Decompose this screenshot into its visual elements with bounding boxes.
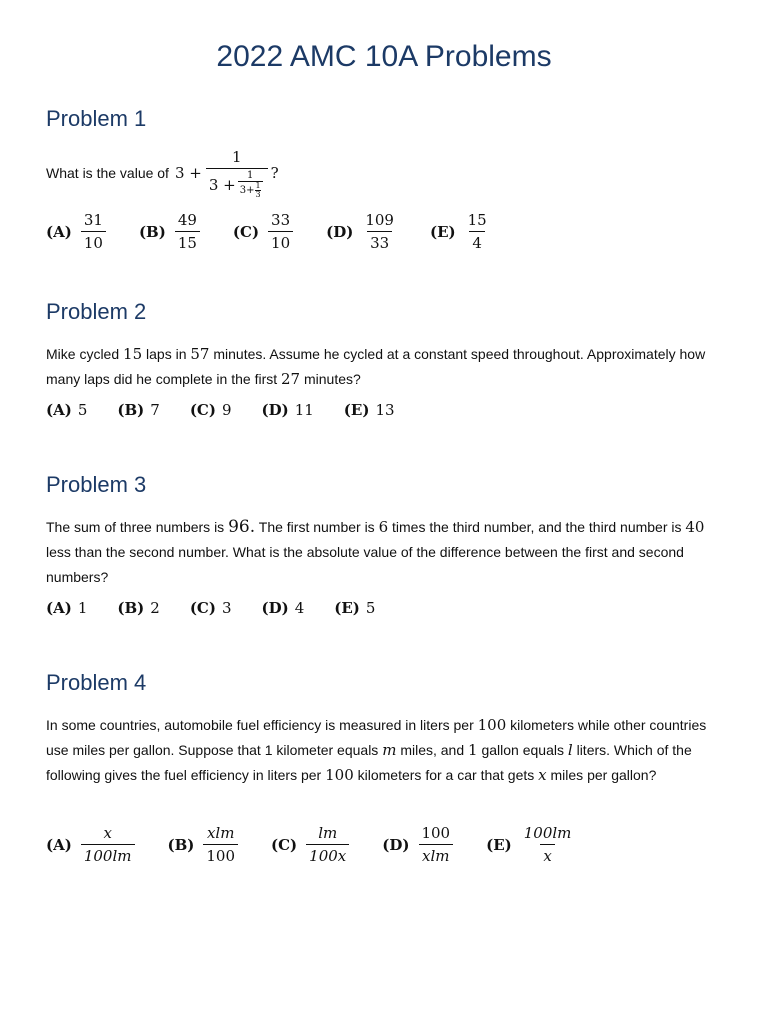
expr-lead: 3 + — [174, 163, 202, 182]
math-variable: l — [567, 741, 573, 759]
choice-numerator: 31 — [83, 211, 103, 229]
choice-value: 2 — [150, 599, 160, 617]
choice-denominator: 33 — [367, 231, 392, 253]
expr-inner-fraction — [238, 170, 263, 199]
choice-letter: (D) — [261, 401, 289, 419]
choice-denominator: x — [540, 844, 554, 866]
expr-inner-den-lead: 3+ — [239, 185, 255, 196]
problem-3-heading: Problem 3 — [46, 472, 147, 497]
choice-e[interactable] — [486, 823, 577, 866]
problem-text-part: minutes? — [300, 371, 361, 387]
choice-denominator: 4 — [469, 231, 485, 253]
choice-fraction — [465, 210, 490, 253]
expr-main-numerator: 1 — [231, 148, 242, 166]
choice-letter: (B) — [138, 222, 166, 241]
math-number: 40 — [685, 518, 705, 536]
expr-main-denominator — [206, 168, 268, 199]
choice-value: 7 — [150, 401, 160, 419]
choice-c[interactable] — [190, 599, 232, 617]
math-variable: m — [382, 741, 397, 759]
choice-fraction — [203, 823, 238, 866]
expr-main-fraction — [206, 147, 268, 199]
choice-letter: (E) — [334, 599, 360, 617]
choice-letter: (A) — [46, 835, 72, 854]
problem-text-part: less than the second number. What is the absolute value of the difference between the first and second numbers? — [46, 544, 684, 585]
problem-text-part: laps in — [142, 346, 191, 362]
choice-value: 5 — [365, 599, 376, 617]
choice-e[interactable] — [430, 210, 493, 253]
choice-value: 5 — [77, 401, 88, 419]
choice-b[interactable] — [117, 401, 159, 419]
problem-text-part: In some countries, automobile fuel efficiency is measured in liters per — [46, 717, 478, 733]
choice-d[interactable] — [326, 210, 400, 253]
expr-innermost-denominator: 3 — [255, 190, 261, 199]
problem-text-part: Mike cycled — [46, 346, 124, 362]
choice-fraction — [81, 210, 106, 253]
problem-1-heading: Problem 1 — [46, 106, 147, 131]
expr-den-lead: 3 + — [208, 175, 236, 194]
choice-value: 1 — [77, 599, 88, 617]
problem-text-part: times the third number, and the third number is — [388, 519, 686, 535]
problem-text-part: gallon equals — [477, 742, 568, 758]
problem-4-text — [46, 713, 721, 788]
choice-numerator: 33 — [271, 211, 291, 229]
problem-3-text — [46, 515, 721, 590]
choice-letter: (C) — [189, 401, 216, 419]
math-number: 100 — [325, 766, 354, 784]
choice-c[interactable] — [271, 823, 352, 866]
choice-denominator: 100x — [306, 844, 349, 866]
choice-fraction — [81, 823, 135, 866]
choice-fraction — [175, 210, 200, 253]
choice-b[interactable] — [139, 210, 203, 253]
choice-fraction — [362, 210, 397, 253]
choice-letter: (B) — [117, 401, 145, 419]
choice-letter: (B) — [167, 835, 195, 854]
choice-letter: (C) — [232, 222, 260, 241]
choice-denominator: 15 — [175, 231, 200, 253]
problem-2-choices — [46, 401, 425, 419]
choice-b[interactable] — [117, 599, 159, 617]
math-variable: x — [538, 766, 547, 784]
choice-letter: (B) — [117, 599, 145, 617]
choice-letter: (D) — [382, 835, 410, 854]
choice-numerator: 100lm — [523, 824, 572, 842]
choice-denominator: 10 — [268, 231, 293, 253]
math-number: 57 — [190, 345, 210, 363]
choice-letter: (C) — [189, 599, 216, 617]
page-title: 2022 AMC 10A Problems — [216, 40, 552, 73]
choice-value: 9 — [221, 401, 232, 419]
choice-letter: (D) — [261, 599, 289, 617]
expr-inner-denominator — [238, 181, 263, 199]
problem-3-choices — [46, 599, 405, 617]
math-number: 100 — [477, 716, 507, 734]
problem-2-heading: Problem 2 — [46, 299, 147, 324]
problem-1-choices — [46, 210, 523, 253]
problem-text-part: miles, and — [396, 742, 469, 758]
choice-numerator: 15 — [467, 211, 487, 229]
problem-text-part: minutes. Assume he cycled at a constant speed throughout. Approximately how many laps did he complete in the first — [46, 346, 706, 387]
choice-d[interactable] — [262, 401, 314, 419]
choice-numerator: 100 — [421, 824, 451, 842]
problem-text-part: The first number is — [255, 519, 379, 535]
problem-1-text — [46, 147, 721, 199]
math-number: 6 — [378, 518, 389, 536]
choice-d[interactable] — [262, 599, 305, 617]
choice-e[interactable] — [334, 599, 375, 617]
math-number: 27 — [281, 370, 301, 388]
choice-letter: (A) — [46, 401, 72, 419]
choice-fraction — [306, 823, 349, 866]
choice-value: 4 — [294, 599, 305, 617]
choice-value: 13 — [375, 401, 395, 419]
problem-text-part: liters. Which of the following gives the fuel efficiency in liters per — [46, 742, 692, 783]
problem-2-text — [46, 342, 721, 392]
choice-letter: (E) — [343, 401, 370, 419]
choice-e[interactable] — [344, 401, 395, 419]
choice-letter: (A) — [46, 222, 72, 241]
expr-innermost-numerator: 1 — [255, 181, 261, 190]
problem-1-expression — [175, 147, 279, 199]
choice-fraction — [521, 823, 575, 866]
choice-denominator: 100 — [203, 844, 238, 866]
problem-4-choices — [46, 823, 607, 866]
choice-numerator: 109 — [365, 211, 394, 229]
problem-text-part: kilometers for a car that gets — [353, 767, 539, 783]
choice-denominator: 10 — [81, 231, 106, 253]
math-number: 1 — [468, 741, 478, 759]
problem-text-part: miles per gallon? — [546, 767, 657, 783]
choice-letter: (E) — [429, 222, 456, 241]
choice-fraction — [268, 210, 293, 253]
choice-value: 11 — [294, 401, 314, 419]
choice-value: 3 — [221, 599, 232, 617]
choice-letter: (D) — [326, 222, 354, 241]
expr-tail: ? — [270, 163, 279, 182]
choice-numerator: x — [103, 824, 112, 842]
problem-text-part: kilometers while other countries use miles per gallon. Suppose that 1 kilometer equals — [46, 717, 707, 758]
math-number: 15 — [123, 345, 143, 363]
choice-c[interactable] — [233, 210, 296, 253]
choice-d[interactable] — [382, 823, 456, 866]
choice-numerator: 49 — [177, 211, 197, 229]
choice-denominator: 100lm — [81, 844, 135, 866]
expr-inner-numerator: 1 — [246, 170, 254, 181]
expr-innermost-fraction — [255, 182, 260, 199]
choice-a[interactable] — [46, 823, 138, 866]
problem-text-part: The sum of three numbers is — [46, 519, 229, 535]
choice-c[interactable] — [190, 401, 232, 419]
choice-a[interactable] — [46, 401, 87, 419]
problem-4-heading: Problem 4 — [46, 670, 147, 695]
choice-a[interactable] — [46, 599, 87, 617]
choice-letter: (C) — [271, 835, 298, 854]
choice-a[interactable] — [46, 210, 109, 253]
math-number: 96. — [228, 517, 256, 537]
problem-1-prefix: What is the value of — [46, 164, 169, 181]
choice-letter: (A) — [46, 599, 72, 617]
choice-fraction — [418, 823, 453, 866]
choice-letter: (E) — [486, 835, 512, 854]
choice-numerator: xlm — [206, 824, 235, 842]
choice-numerator: lm — [318, 824, 338, 842]
choice-denominator: xlm — [419, 844, 452, 866]
choice-b[interactable] — [168, 823, 242, 866]
